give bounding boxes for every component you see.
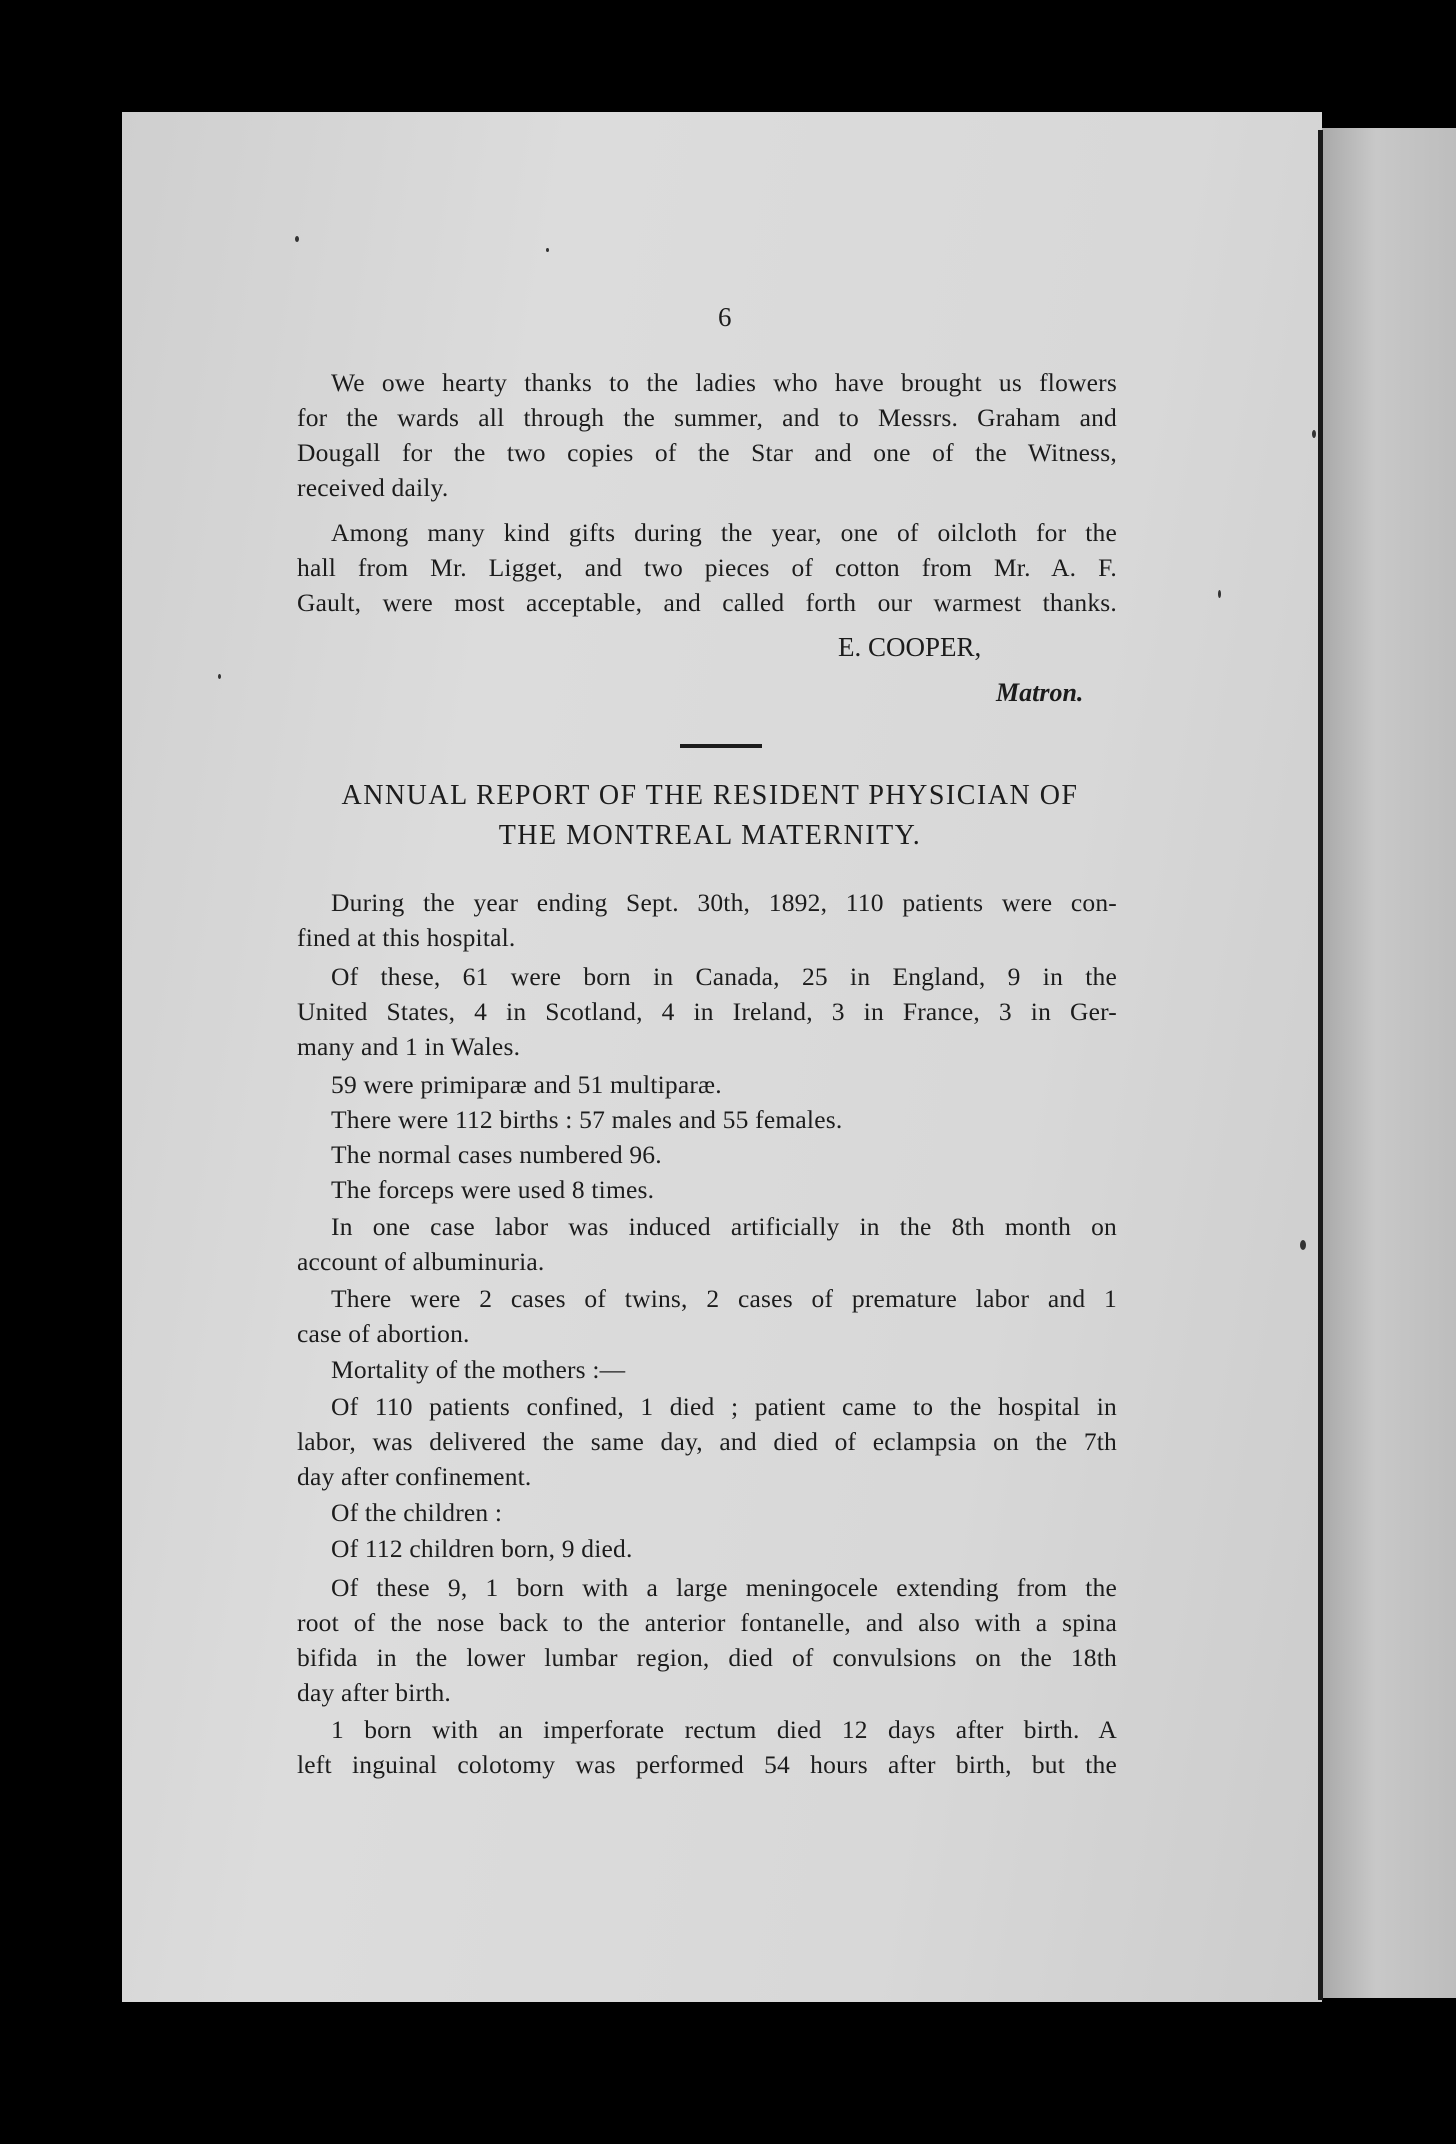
text-line: root of the nose back to the anterior fontanelle, and also with a spina bbox=[297, 1608, 1117, 1637]
text-line: fined at this hospital. bbox=[297, 923, 516, 952]
text-line: day after confinement. bbox=[297, 1462, 532, 1491]
report-heading-continued: THE MONTREAL MATERNITY. bbox=[498, 820, 922, 851]
text-line: There were 2 cases of twins, 2 cases of premature labor and 1 bbox=[331, 1284, 1117, 1313]
text-line: Mortality of the mothers :— bbox=[331, 1355, 626, 1384]
text-line: received daily. bbox=[297, 473, 449, 502]
text-line: bifida in the lower lumbar region, died of convulsions on the 18th bbox=[297, 1643, 1117, 1672]
adjacent-page-edge bbox=[1322, 128, 1456, 1998]
page-gutter bbox=[1318, 130, 1323, 2000]
text-line: Of the children : bbox=[331, 1498, 503, 1527]
scan-speck bbox=[218, 674, 221, 679]
scan-speck bbox=[1312, 430, 1316, 438]
text-line: Of 110 patients confined, 1 died ; patient came to the hospital in bbox=[331, 1392, 1117, 1421]
text-line: United States, 4 in Scotland, 4 in Ireland, 3 in France, 3 in Ger- bbox=[297, 997, 1117, 1026]
text-line: case of abortion. bbox=[297, 1319, 470, 1348]
signature-title: Matron. bbox=[996, 678, 1084, 707]
text-line: day after birth. bbox=[297, 1678, 452, 1707]
text-line: There were 112 births : 57 males and 55 females. bbox=[331, 1105, 843, 1134]
text-line: Of these, 61 were born in Canada, 25 in England, 9 in the bbox=[331, 962, 1117, 991]
text-line: Dougall for the two copies of the Star and one of the Witness, bbox=[297, 438, 1117, 467]
text-line: The normal cases numbered 96. bbox=[331, 1140, 662, 1169]
text-line: 59 were primiparæ and 51 multiparæ. bbox=[331, 1070, 722, 1099]
signature-name: E. COOPER, bbox=[838, 632, 982, 662]
text-line: We owe hearty thanks to the ladies who have brought us flowers bbox=[331, 368, 1117, 397]
text-line: left inguinal colotomy was performed 54 hours after birth, but the bbox=[297, 1750, 1117, 1779]
scan-speck bbox=[295, 236, 299, 242]
text-line: labor, was delivered the same day, and died of eclampsia on the 7th bbox=[297, 1427, 1117, 1456]
section-divider bbox=[680, 744, 762, 748]
page-number: 6 bbox=[718, 302, 732, 332]
text-line: 1 born with an imperforate rectum died 12 days after birth. A bbox=[331, 1715, 1117, 1744]
text-line: In one case labor was induced artificially in the 8th month on bbox=[331, 1212, 1117, 1241]
scan-speck bbox=[1218, 590, 1221, 598]
text-line: many and 1 in Wales. bbox=[297, 1032, 521, 1061]
text-line: The forceps were used 8 times. bbox=[331, 1175, 655, 1204]
text-line: account of albuminuria. bbox=[297, 1247, 545, 1276]
scan-speck bbox=[1300, 1240, 1306, 1250]
text-line: hall from Mr. Ligget, and two pieces of cotton from Mr. A. F. bbox=[297, 553, 1117, 582]
report-heading: ANNUAL REPORT OF THE RESIDENT PHYSICIAN OF bbox=[341, 780, 1079, 811]
scan-speck bbox=[546, 248, 549, 252]
text-line: Among many kind gifts during the year, one of oilcloth for the bbox=[331, 518, 1117, 547]
text-line: Of these 9, 1 born with a large meningocele extending from the bbox=[331, 1573, 1117, 1602]
text-line: for the wards all through the summer, and to Messrs. Graham and bbox=[297, 403, 1117, 432]
text-line: Gault, were most acceptable, and called forth our warmest thanks. bbox=[297, 588, 1117, 617]
text-line: Of 112 children born, 9 died. bbox=[331, 1534, 633, 1563]
text-line: During the year ending Sept. 30th, 1892, 110 patients were con- bbox=[331, 888, 1117, 917]
